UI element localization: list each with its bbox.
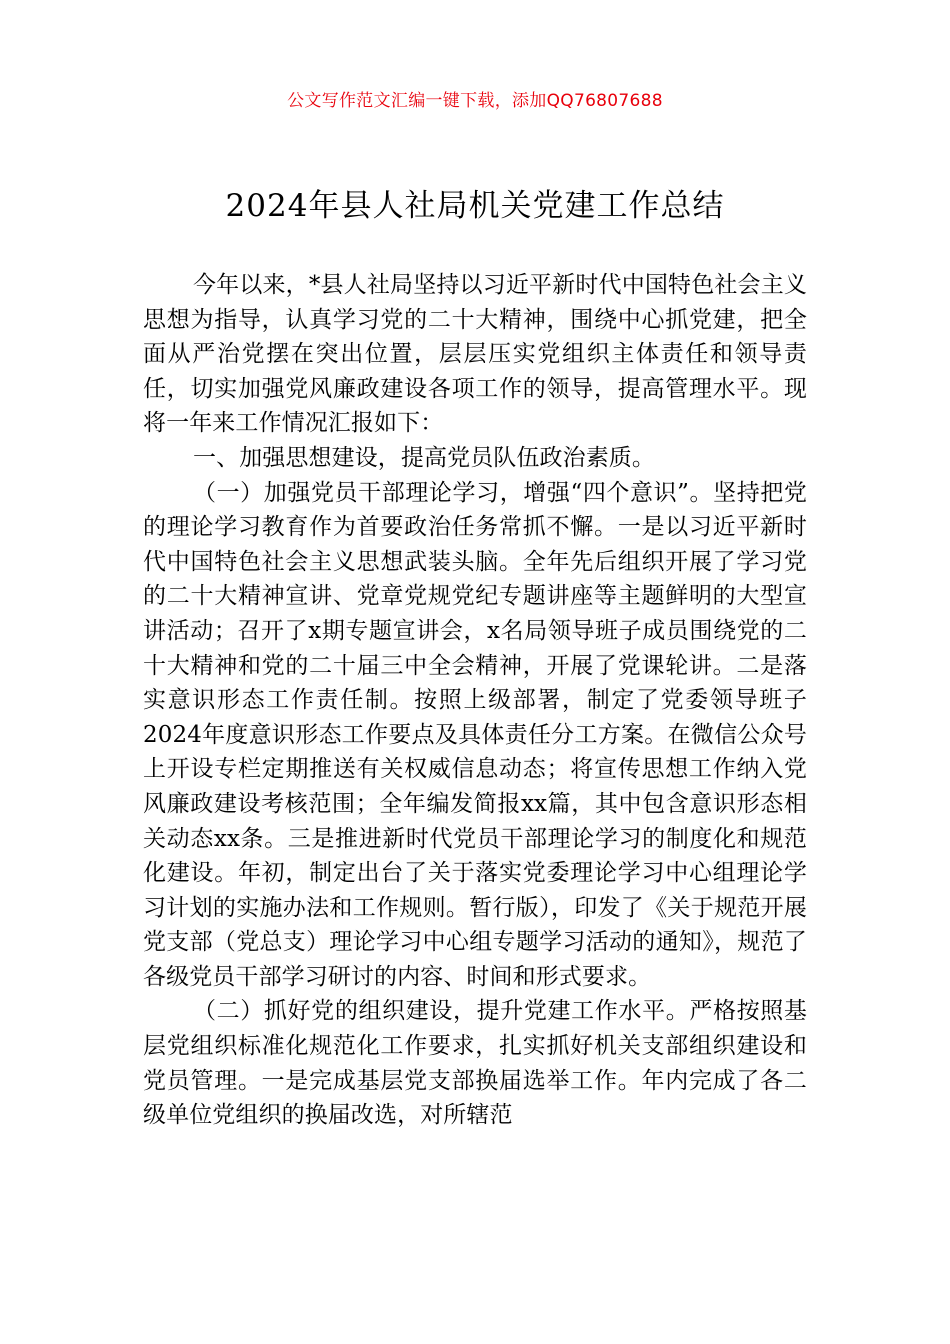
document-title: 2024年县人社局机关党建工作总结: [225, 188, 725, 224]
download-notice: 公文写作范文汇编一键下载，添加QQ76807688: [287, 91, 663, 111]
document-body: [143, 268, 807, 1133]
intro-paragraph: 今年以来，*县人社局坚持以习近平新时代中国特色社会主义思想为指导，认真学习党的二十大精神，围绕中心抓党建，把全面从严治党摆在突出位置，层层压实党组织主体责任和领导责任，切实加强党风廉政建设各项工作的领导，提高管理水平。现将一年来工作情况汇报如下：: [143, 272, 807, 437]
section-heading-1: 一、加强思想建设，提高党员队伍政治素质。: [193, 444, 655, 471]
subsection-paragraph-2: （二）抓好党的组织建设，提升党建工作水平。严格按照基层党组织标准化规范化工作要求，扎实抓好机关支部组织建设和党员管理。一是完成基层党支部换届选举工作。年内完成了各二级单位党组织的换届改选，对所辖范: [143, 998, 807, 1129]
subsection-paragraph-1: （一）加强党员干部理论学习，增强“四个意识”。坚持把党的理论学习教育作为首要政治任务常抓不懈。一是以习近平新时代中国特色社会主义思想武装头脑。全年先后组织开展了学习党的二十大精神宣讲、党章党规党纪专题讲座等主题鲜明的大型宣讲活动；召开了x期专题宣讲会，x名局领导班子成员围绕党的二十大精神和党的二十届三中全会精神，开展了党课轮讲。二是落实意识形态工作责任制。按照上级部署，制定了党委领导班子2024年度意识形态工作要点及具体责任分工方案。在微信公众号上开设专栏定期推送有关权威信息动态；将宣传思想工作纳入党风廉政建设考核范围；全年编发简报xx篇，其中包含意识形态相关动态xx条。三是推进新时代党员干部理论学习的制度化和规范化建设。年初，制定出台了关于落实党委理论学习中心组理论学习计划的实施办法和工作规则。暂行版），印发了《关于规范开展党支部（党总支）理论学习中心组专题学习活动的通知》，规范了各级党员干部学习研讨的内容、时间和形式要求。: [143, 479, 807, 990]
